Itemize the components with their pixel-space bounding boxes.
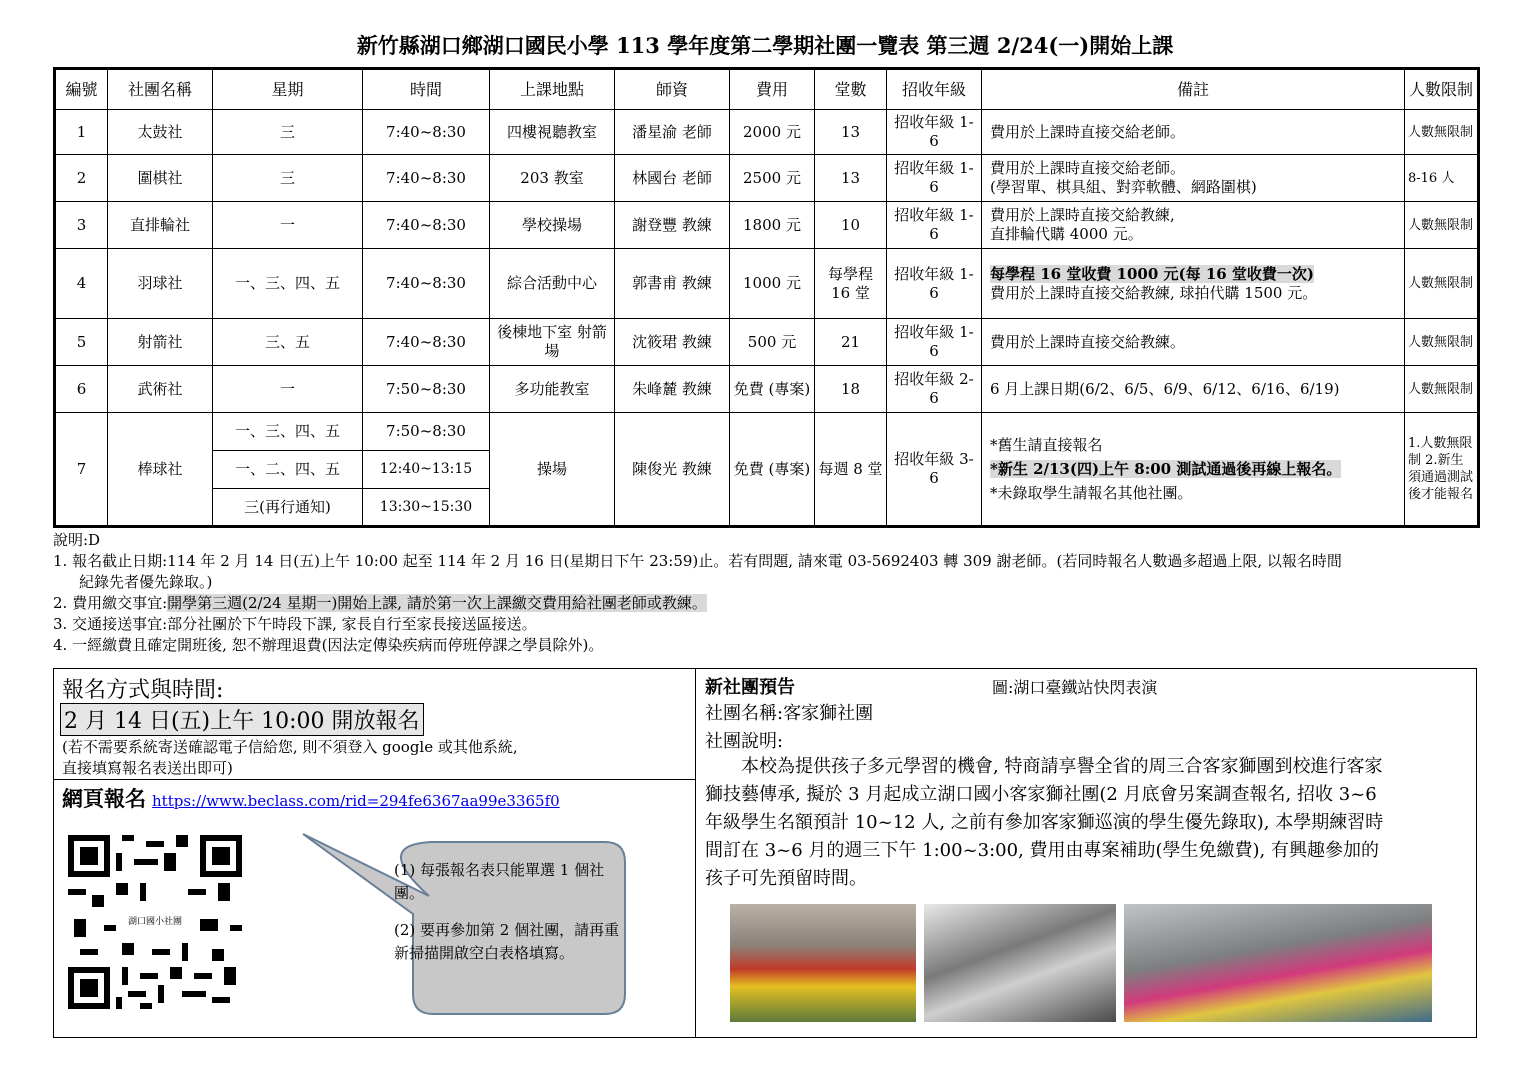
cell-place: 綜合活動中心 — [490, 249, 615, 319]
note-highlight: *新生 2/13(四)上午 8:00 測試通過後再線上報名。 — [990, 460, 1342, 478]
cell-day: 一 — [213, 202, 363, 249]
cell-day: 三、五 — [213, 319, 363, 366]
cell-time: 7:40~8:30 — [363, 110, 490, 155]
cell-sessions: 每週 8 堂 — [815, 413, 887, 527]
note-line: *未錄取學生請報名其他社團。 — [990, 484, 1193, 502]
registration-title: 報名方式與時間: — [62, 678, 224, 703]
col-header: 上課地點 — [490, 69, 615, 110]
cell-limit: 8-16 人 — [1405, 155, 1479, 202]
bubble-item: (1) 每張報名表只能單選 1 個社團。 — [394, 861, 605, 902]
cell-sessions: 18 — [815, 366, 887, 413]
qr-label: 湖口國小社團 — [118, 915, 192, 929]
note-highlight: 每學程 16 堂收費 1000 元(每 16 堂收費一次) — [990, 264, 1315, 283]
cell-time: 7:40~8:30 — [363, 155, 490, 202]
divider — [54, 779, 695, 780]
cell-fee: 免費 (專案) — [730, 413, 815, 527]
cell-day: 一、三、四、五 — [213, 249, 363, 319]
note-item-2-highlight: 開學第三週(2/24 星期一)開始上課, 請於第一次上課繳交費用給社團老師或教練。 — [167, 594, 707, 612]
new-club-description: 本校為提供孩子多元學習的機會, 特商請享譽全省的周三合客家獅團到校進行客家獅技藝傳承, 擬於 3 月起成立湖口國小客家獅社團(2 月底會另案調查報名, 招收 3~6 年級學生名額預計 10~12 人, 之前有參加客家獅巡演的學生優先錄取), 本學期練習時間訂在 3~6 月的週三下午 1:00~3:00, 費用由專案補助(學生免繳費), 有興趣參加的孩子可先預留時間。 — [705, 756, 1384, 889]
qr-code-icon — [68, 835, 242, 1009]
cell-day: 三(再行通知) — [213, 489, 363, 527]
cell-fee: 2000 元 — [730, 110, 815, 155]
lion-dance-photo — [730, 904, 916, 1022]
cell-sessions: 每學程 16 堂 — [815, 249, 887, 319]
cell-fee: 500 元 — [730, 319, 815, 366]
cell-note — [982, 202, 1405, 249]
lion-dance-photo — [1124, 904, 1432, 1022]
bubble-text — [394, 859, 624, 979]
cell-no: 4 — [55, 249, 108, 319]
cell-note: 費用於上課時直接交給老師。 — [982, 110, 1405, 155]
col-header: 星期 — [213, 69, 363, 110]
cell-grade: 招收年級 1-6 — [887, 249, 982, 319]
col-header: 費用 — [730, 69, 815, 110]
cell-limit: 人數無限制 — [1405, 366, 1479, 413]
cell-teacher: 朱峰麓 教練 — [615, 366, 730, 413]
cell-note — [982, 155, 1405, 202]
cell-teacher: 謝登豐 教練 — [615, 202, 730, 249]
cell-time: 13:30~15:30 — [363, 489, 490, 527]
cell-club-name: 羽球社 — [108, 249, 213, 319]
cell-time: 7:40~8:30 — [363, 319, 490, 366]
new-club-desc-label: 社團說明: — [705, 731, 784, 752]
table-row — [55, 319, 1479, 366]
cell-club-name: 圍棋社 — [108, 155, 213, 202]
cell-limit: 1.人數無限制 2.新生須通過測試後才能報名 — [1405, 413, 1479, 527]
note-line: *舊生請直接報名 — [990, 436, 1103, 454]
cell-limit: 人數無限制 — [1405, 110, 1479, 155]
notes-label: 說明:D — [53, 531, 101, 549]
divider — [695, 669, 696, 1037]
col-header: 招收年級 — [887, 69, 982, 110]
bubble-item: (2) 要再參加第 2 個社團，請再重新掃描開啟空白表格填寫。 — [394, 921, 620, 962]
cell-limit: 人數無限制 — [1405, 202, 1479, 249]
cell-grade: 招收年級 2-6 — [887, 366, 982, 413]
web-registration-label: 網頁報名 — [62, 786, 146, 811]
photo-caption: 圖:湖口臺鐵站快閃表演 — [992, 678, 1158, 697]
cell-day: 三 — [213, 155, 363, 202]
cell-place: 多功能教室 — [490, 366, 615, 413]
cell-limit: 人數無限制 — [1405, 249, 1479, 319]
col-header: 備註 — [982, 69, 1405, 110]
cell-teacher: 潘星渝 老師 — [615, 110, 730, 155]
note-line: (學習單、棋具組、對弈軟體、網路圍棋) — [990, 178, 1257, 196]
cell-no: 3 — [55, 202, 108, 249]
cell-grade: 招收年級 1-6 — [887, 202, 982, 249]
info-box — [53, 668, 1477, 1038]
cell-no: 6 — [55, 366, 108, 413]
table-row — [55, 366, 1479, 413]
cell-fee: 2500 元 — [730, 155, 815, 202]
cell-sessions: 10 — [815, 202, 887, 249]
registration-note-line: 直接填寫報名表送出即可) — [62, 759, 233, 777]
registration-note-line: (若不需要系統寄送確認電子信給您, 則不須登入 google 或其他系統, — [62, 738, 518, 756]
cell-time: 7:50~8:30 — [363, 366, 490, 413]
table-row — [55, 413, 1479, 451]
cell-limit: 人數無限制 — [1405, 319, 1479, 366]
notes-section — [53, 530, 1493, 656]
cell-place: 四樓視聽教室 — [490, 110, 615, 155]
col-header: 時間 — [363, 69, 490, 110]
cell-sessions: 13 — [815, 110, 887, 155]
cell-time: 12:40~13:15 — [363, 451, 490, 489]
note-line: 費用於上課時直接交給教練, — [990, 206, 1175, 224]
cell-place: 學校操場 — [490, 202, 615, 249]
col-header: 社團名稱 — [108, 69, 213, 110]
col-header: 堂數 — [815, 69, 887, 110]
cell-teacher: 林國台 老師 — [615, 155, 730, 202]
table-row — [55, 110, 1479, 155]
cell-no: 7 — [55, 413, 108, 527]
cell-sessions: 13 — [815, 155, 887, 202]
cell-no: 1 — [55, 110, 108, 155]
cell-day: 一、二、四、五 — [213, 451, 363, 489]
cell-teacher: 郭書甫 教練 — [615, 249, 730, 319]
note-item-2-label: 2. 費用繳交事宜: — [53, 594, 168, 612]
cell-club-name: 棒球社 — [108, 413, 213, 527]
note-line: 費用於上課時直接交給老師。 — [990, 159, 1186, 177]
new-club-name: 社團名稱:客家獅社團 — [705, 703, 874, 724]
cell-teacher: 沈筱珺 教練 — [615, 319, 730, 366]
cell-fee: 1000 元 — [730, 249, 815, 319]
cell-grade: 招收年級 1-6 — [887, 155, 982, 202]
cell-no: 5 — [55, 319, 108, 366]
cell-time: 7:40~8:30 — [363, 249, 490, 319]
note-item-3: 3. 交通接送事宜:部分社團於下午時段下課, 家長自行至家長接送區接送。 — [53, 615, 537, 633]
col-header: 編號 — [55, 69, 108, 110]
col-header: 師資 — [615, 69, 730, 110]
cell-grade: 招收年級 1-6 — [887, 319, 982, 366]
cell-day: 一 — [213, 366, 363, 413]
registration-note — [62, 737, 682, 779]
table-row — [55, 202, 1479, 249]
cell-note: 費用於上課時直接交給教練。 — [982, 319, 1405, 366]
cell-grade: 招收年級 3-6 — [887, 413, 982, 527]
registration-date: 2 月 14 日(五)上午 10:00 開放報名 — [60, 703, 424, 736]
note-item-1-cont: 紀錄先者優先錄取。) — [79, 573, 213, 591]
cell-time: 7:50~8:30 — [363, 413, 490, 451]
lion-dance-photo — [924, 904, 1116, 1022]
cell-note — [982, 413, 1405, 527]
cell-place: 操場 — [490, 413, 615, 527]
cell-fee: 1800 元 — [730, 202, 815, 249]
page-title: 新竹縣湖口鄉湖口國民小學 113 學年度第二學期社團一覽表 第三週 2/24(一)開始上課 — [356, 33, 1174, 58]
cell-note: 6 月上課日期(6/2、6/5、6/9、6/12、6/16、6/19) — [982, 366, 1405, 413]
cell-place: 203 教室 — [490, 155, 615, 202]
cell-club-name: 直排輪社 — [108, 202, 213, 249]
note-line: 費用於上課時直接交給教練, 球拍代購 1500 元。 — [990, 283, 1318, 302]
table-row — [55, 155, 1479, 202]
cell-day: 一、三、四、五 — [213, 413, 363, 451]
note-item-4: 4. 一經繳費且確定開班後, 恕不辦理退費(因法定傳染疾病而停班停課之學員除外)。 — [53, 636, 604, 654]
cell-grade: 招收年級 1-6 — [887, 110, 982, 155]
registration-link[interactable]: https://www.beclass.com/rid=294fe6367aa99e3365f0 — [152, 792, 560, 810]
col-header: 人數限制 — [1405, 69, 1479, 110]
new-club-title: 新社團預告 — [705, 677, 795, 698]
note-item-1: 1. 報名截止日期:114 年 2 月 14 日(五)上午 10:00 起至 114 年 2 月 16 日(星期日下午 23:59)止。若有問題, 請來電 03-5692403 轉 309 謝老師。(若同時報名人數過多超過上限, 以報名時間 — [53, 552, 1342, 570]
note-line: 直排輪代購 4000 元。 — [990, 225, 1143, 243]
cell-club-name: 太鼓社 — [108, 110, 213, 155]
cell-place: 後棟地下室 射箭場 — [490, 319, 615, 366]
table-header-row — [55, 69, 1479, 110]
cell-no: 2 — [55, 155, 108, 202]
cell-time: 7:40~8:30 — [363, 202, 490, 249]
cell-fee: 免費 (專案) — [730, 366, 815, 413]
note-item-2 — [53, 593, 1493, 614]
cell-note — [982, 249, 1405, 319]
cell-sessions: 21 — [815, 319, 887, 366]
cell-club-name: 射箭社 — [108, 319, 213, 366]
cell-club-name: 武術社 — [108, 366, 213, 413]
club-table — [53, 67, 1480, 528]
table-row — [55, 249, 1479, 319]
cell-day: 三 — [213, 110, 363, 155]
cell-teacher: 陳俊光 教練 — [615, 413, 730, 527]
